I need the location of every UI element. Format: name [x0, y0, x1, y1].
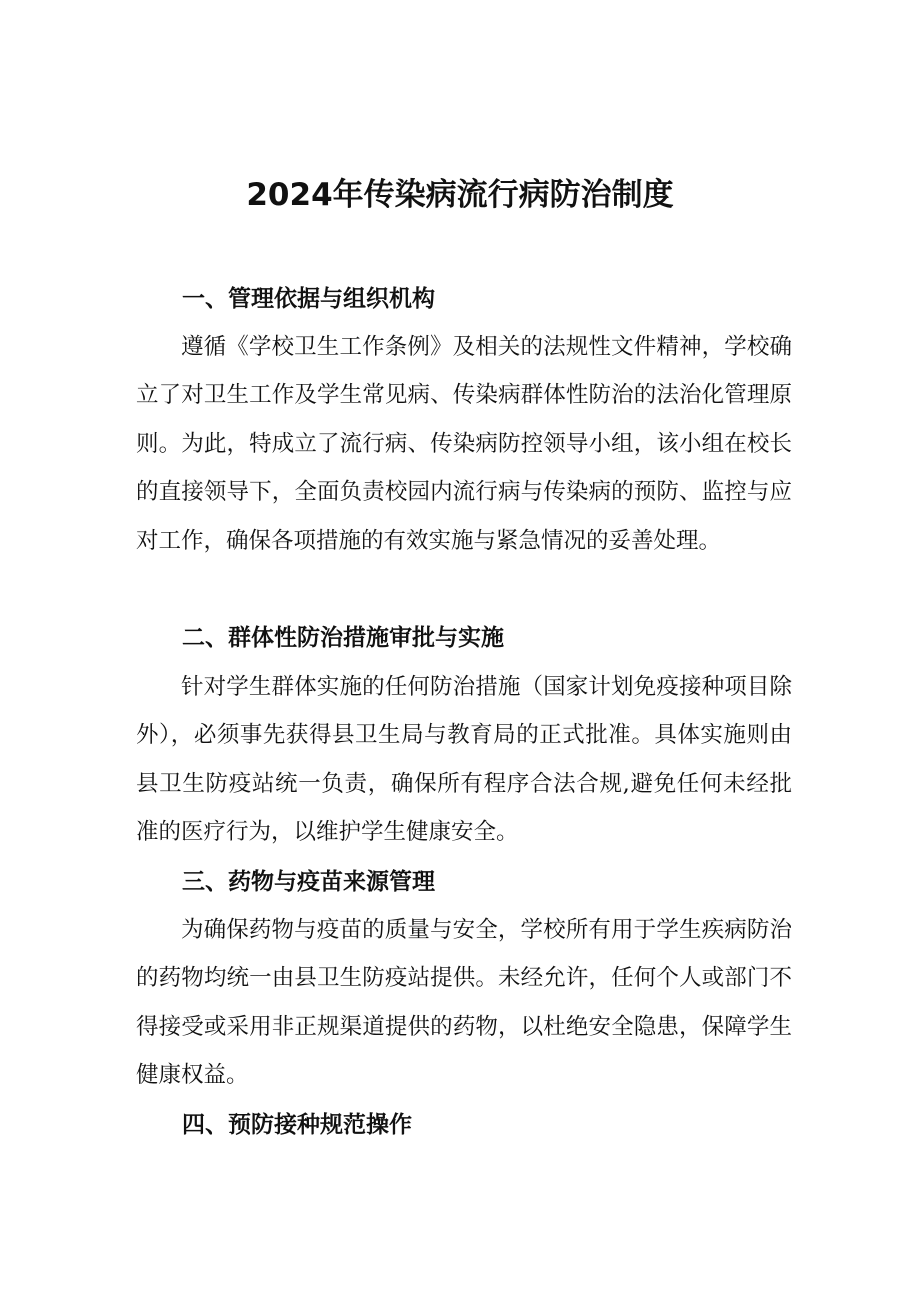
document-title: 2024年传染病流行病防治制度 [246, 177, 674, 213]
section-heading-3: 三、药物与疫苗来源管理 [182, 869, 435, 895]
section-body-3: 为确保药物与疫苗的质量与安全，学校所有用于学生疾病防治的药物均统一由县卫生防疫站提供。未经允许，任何个人或部门不得接受或采用非正规渠道提供的药物，以杜绝安全隐患，保障学生健康权益。 [136, 917, 792, 1089]
section-heading-1: 一、管理依据与组织机构 [182, 286, 435, 312]
section-heading-2: 二、群体性防治措施审批与实施 [182, 625, 504, 651]
section-body-1: 遵循《学校卫生工作条例》及相关的法规性文件精神，学校确立了对卫生工作及学生常见病、传染病群体性防治的法治化管理原则。为此，特成立了流行病、传染病防控领导小组，该小组在校长的直接领导下，全面负责校园内流行病与传染病的预防、监控与应对工作，确保各项措施的有效实施与紧急情况的妥善处理。 [136, 334, 792, 554]
section-body-2: 针对学生群体实施的任何防治措施（国家计划免疫接种项目除外），必须事先获得县卫生局与教育局的正式批准。具体实施则由县卫生防疫站统一负责，确保所有程序合法合规,避免任何未经批准的医疗行为，以维护学生健康安全。 [136, 674, 792, 846]
section-heading-4: 四、预防接种规范操作 [182, 1112, 412, 1138]
